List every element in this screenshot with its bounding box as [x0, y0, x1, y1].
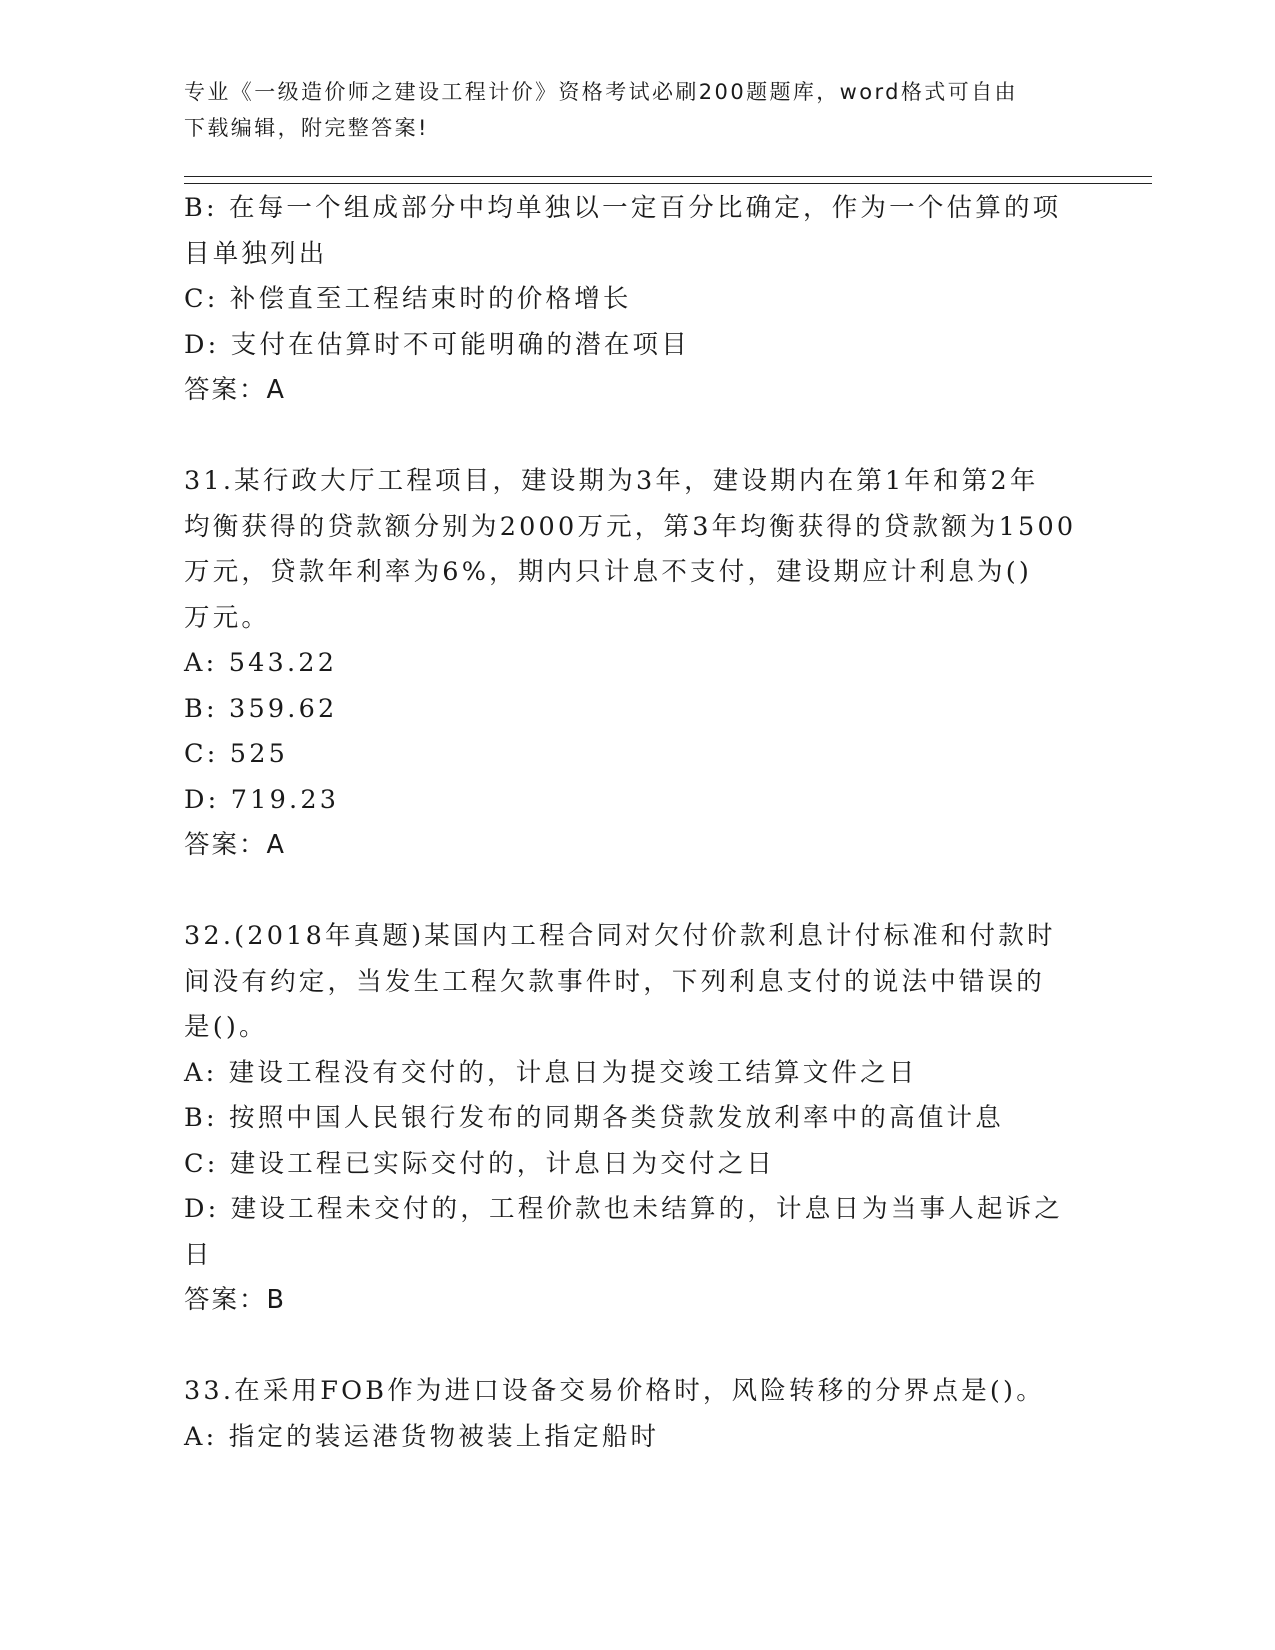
option-d-line-2: 日 [184, 1239, 213, 1270]
answer: 答案：A [184, 375, 286, 405]
option-a: A: 543.22 [184, 648, 338, 678]
header-divider-bottom [184, 183, 1152, 184]
question-stem-line-4: 万元。 [184, 602, 271, 633]
question-33 [184, 1369, 1084, 1460]
option-d-line-1: D: 建设工程未交付的，工程价款也未结算的，计息日为当事人起诉之 [184, 1194, 1064, 1224]
spacer [184, 869, 1084, 915]
option-a: A: 建设工程没有交付的，计息日为提交竣工结算文件之日 [184, 1057, 918, 1088]
answer: 答案：A [184, 830, 286, 860]
header-divider-top [184, 176, 1152, 177]
option-d: D: 支付在估算时不可能明确的潜在项目 [184, 329, 690, 360]
option-c: C: 525 [184, 739, 289, 769]
question-stem-line-1: 31.某行政大厅工程项目，建设期为3年，建设期内在第1年和第2年 [184, 466, 1039, 496]
answer: 答案：B [184, 1285, 286, 1315]
option-a: A: 指定的装运港货物被装上指定船时 [184, 1421, 660, 1452]
question-30-continued [184, 186, 1084, 414]
question-stem-line-3: 是()。 [184, 1012, 268, 1042]
question-stem-line-2: 间没有约定，当发生工程欠款事件时，下列利息支付的说法中错误的 [184, 966, 1046, 997]
document-header [184, 74, 1084, 146]
option-b-line-2: 目单独列出 [184, 238, 328, 269]
option-b-line-1: B: 在每一个组成部分中均单独以一定百分比确定，作为一个估算的项 [184, 193, 1062, 223]
option-c: C: 补偿直至工程结束时的价格增长 [184, 284, 632, 314]
question-32 [184, 914, 1084, 1324]
header-title-line-1: 专业《一级造价师之建设工程计价》资格考试必刷200题题库，word格式可自由 [184, 80, 1018, 104]
header-title-line-2: 下载编辑，附完整答案! [184, 116, 429, 140]
spacer [184, 414, 1084, 460]
question-list [184, 186, 1084, 1460]
option-c: C: 建设工程已实际交付的，计息日为交付之日 [184, 1148, 776, 1179]
option-b: B: 按照中国人民银行发布的同期各类贷款发放利率中的高值计息 [184, 1103, 1004, 1133]
question-stem-line-3: 万元，贷款年利率为6%，期内只计息不支付，建设期应计利息为() [184, 557, 1033, 587]
question-stem-line-1: 32.(2018年真题)某国内工程合同对欠付价款利息计付标准和付款时 [184, 921, 1056, 951]
option-b: B: 359.62 [184, 693, 338, 724]
question-31 [184, 459, 1084, 869]
spacer [184, 1324, 1084, 1370]
question-stem-line-1: 33.在采用FOB作为进口设备交易价格时，风险转移的分界点是()。 [184, 1376, 1045, 1406]
question-stem-line-2: 均衡获得的贷款额分别为2000万元，第3年均衡获得的贷款额为1500 [184, 511, 1077, 542]
option-d: D: 719.23 [184, 784, 340, 815]
